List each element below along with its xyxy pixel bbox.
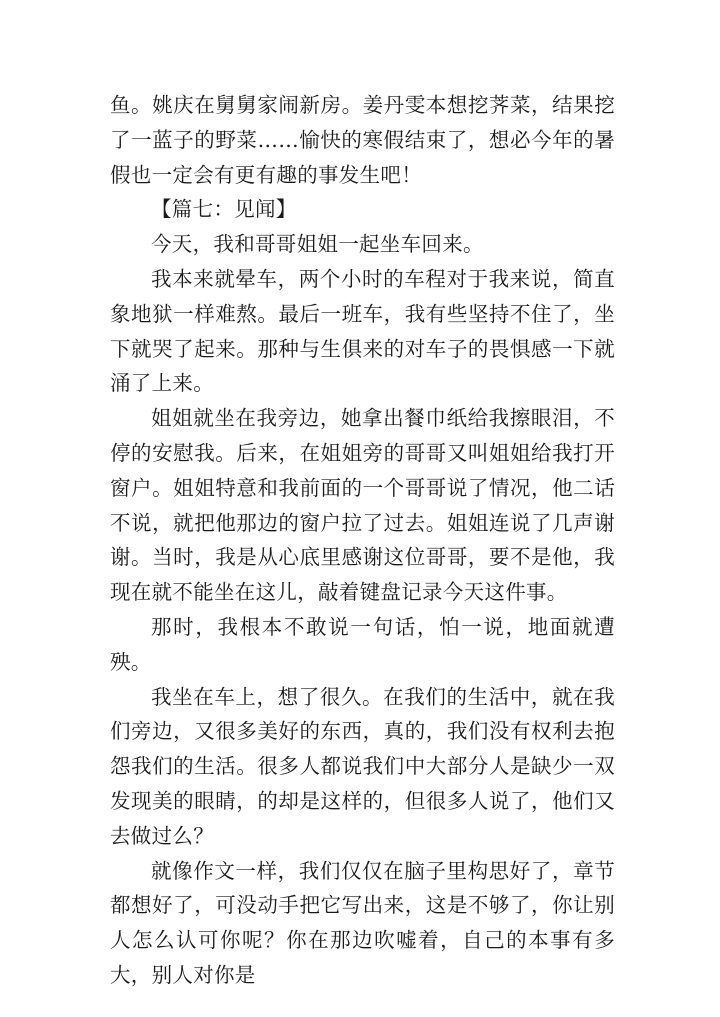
paragraph: 我本来就晕车，两个小时的车程对于我来说，简直象地狱一样难熬。最后一班车，我有些坚持不住了，坐下就哭了起来。那种与生俱来的对车子的畏惧感一下就涌了上来。 — [110, 266, 615, 396]
paragraph: 姐姐就坐在我旁边，她拿出餐巾纸给我擦眼泪，不停的安慰我。后来，在姐姐旁的哥哥又叫姐姐给我打开窗户。姐姐特意和我前面的一个哥哥说了情况，他二话不说，就把他那边的窗户拉了过去。姐姐连说了几声谢谢。当时，我是从心底里感谢这位哥哥，要不是他，我现在就不能坐在这儿，敲着键盘记录今天这件事。 — [110, 406, 615, 605]
paragraph: 今天，我和哥哥姐姐一起坐车回来。 — [151, 232, 484, 257]
paragraph: 那时，我根本不敢说一句话，怕一说，地面就遭殃。 — [110, 614, 615, 674]
paragraph-continuation: 鱼。姚庆在舅舅家闹新房。姜丹雯本想挖荠菜，结果挖了一蓝子的野菜……愉快的寒假结束了，想必今年的暑假也一定会有更有趣的事发生吧！ — [110, 93, 615, 187]
section-heading: 【篇七：见闻】 — [151, 197, 297, 222]
document-body — [110, 88, 615, 993]
paragraph: 我坐在车上，想了很久。在我们的生活中，就在我们旁边，又很多美好的东西，真的，我们没有权利去抱怨我们的生活。很多人都说我们中大部分人是缺少一双发现美的眼睛，的却是这样的，但很多人说了，他们又去做过么？ — [110, 684, 615, 848]
paragraph: 就像作文一样，我们仅仅在脑子里构思好了，章节都想好了，可没动手把它写出来，这是不够了，你让别人怎么认可你呢？你在那边吹嘘着，自己的本事有多大，别人对你是 — [110, 858, 615, 987]
